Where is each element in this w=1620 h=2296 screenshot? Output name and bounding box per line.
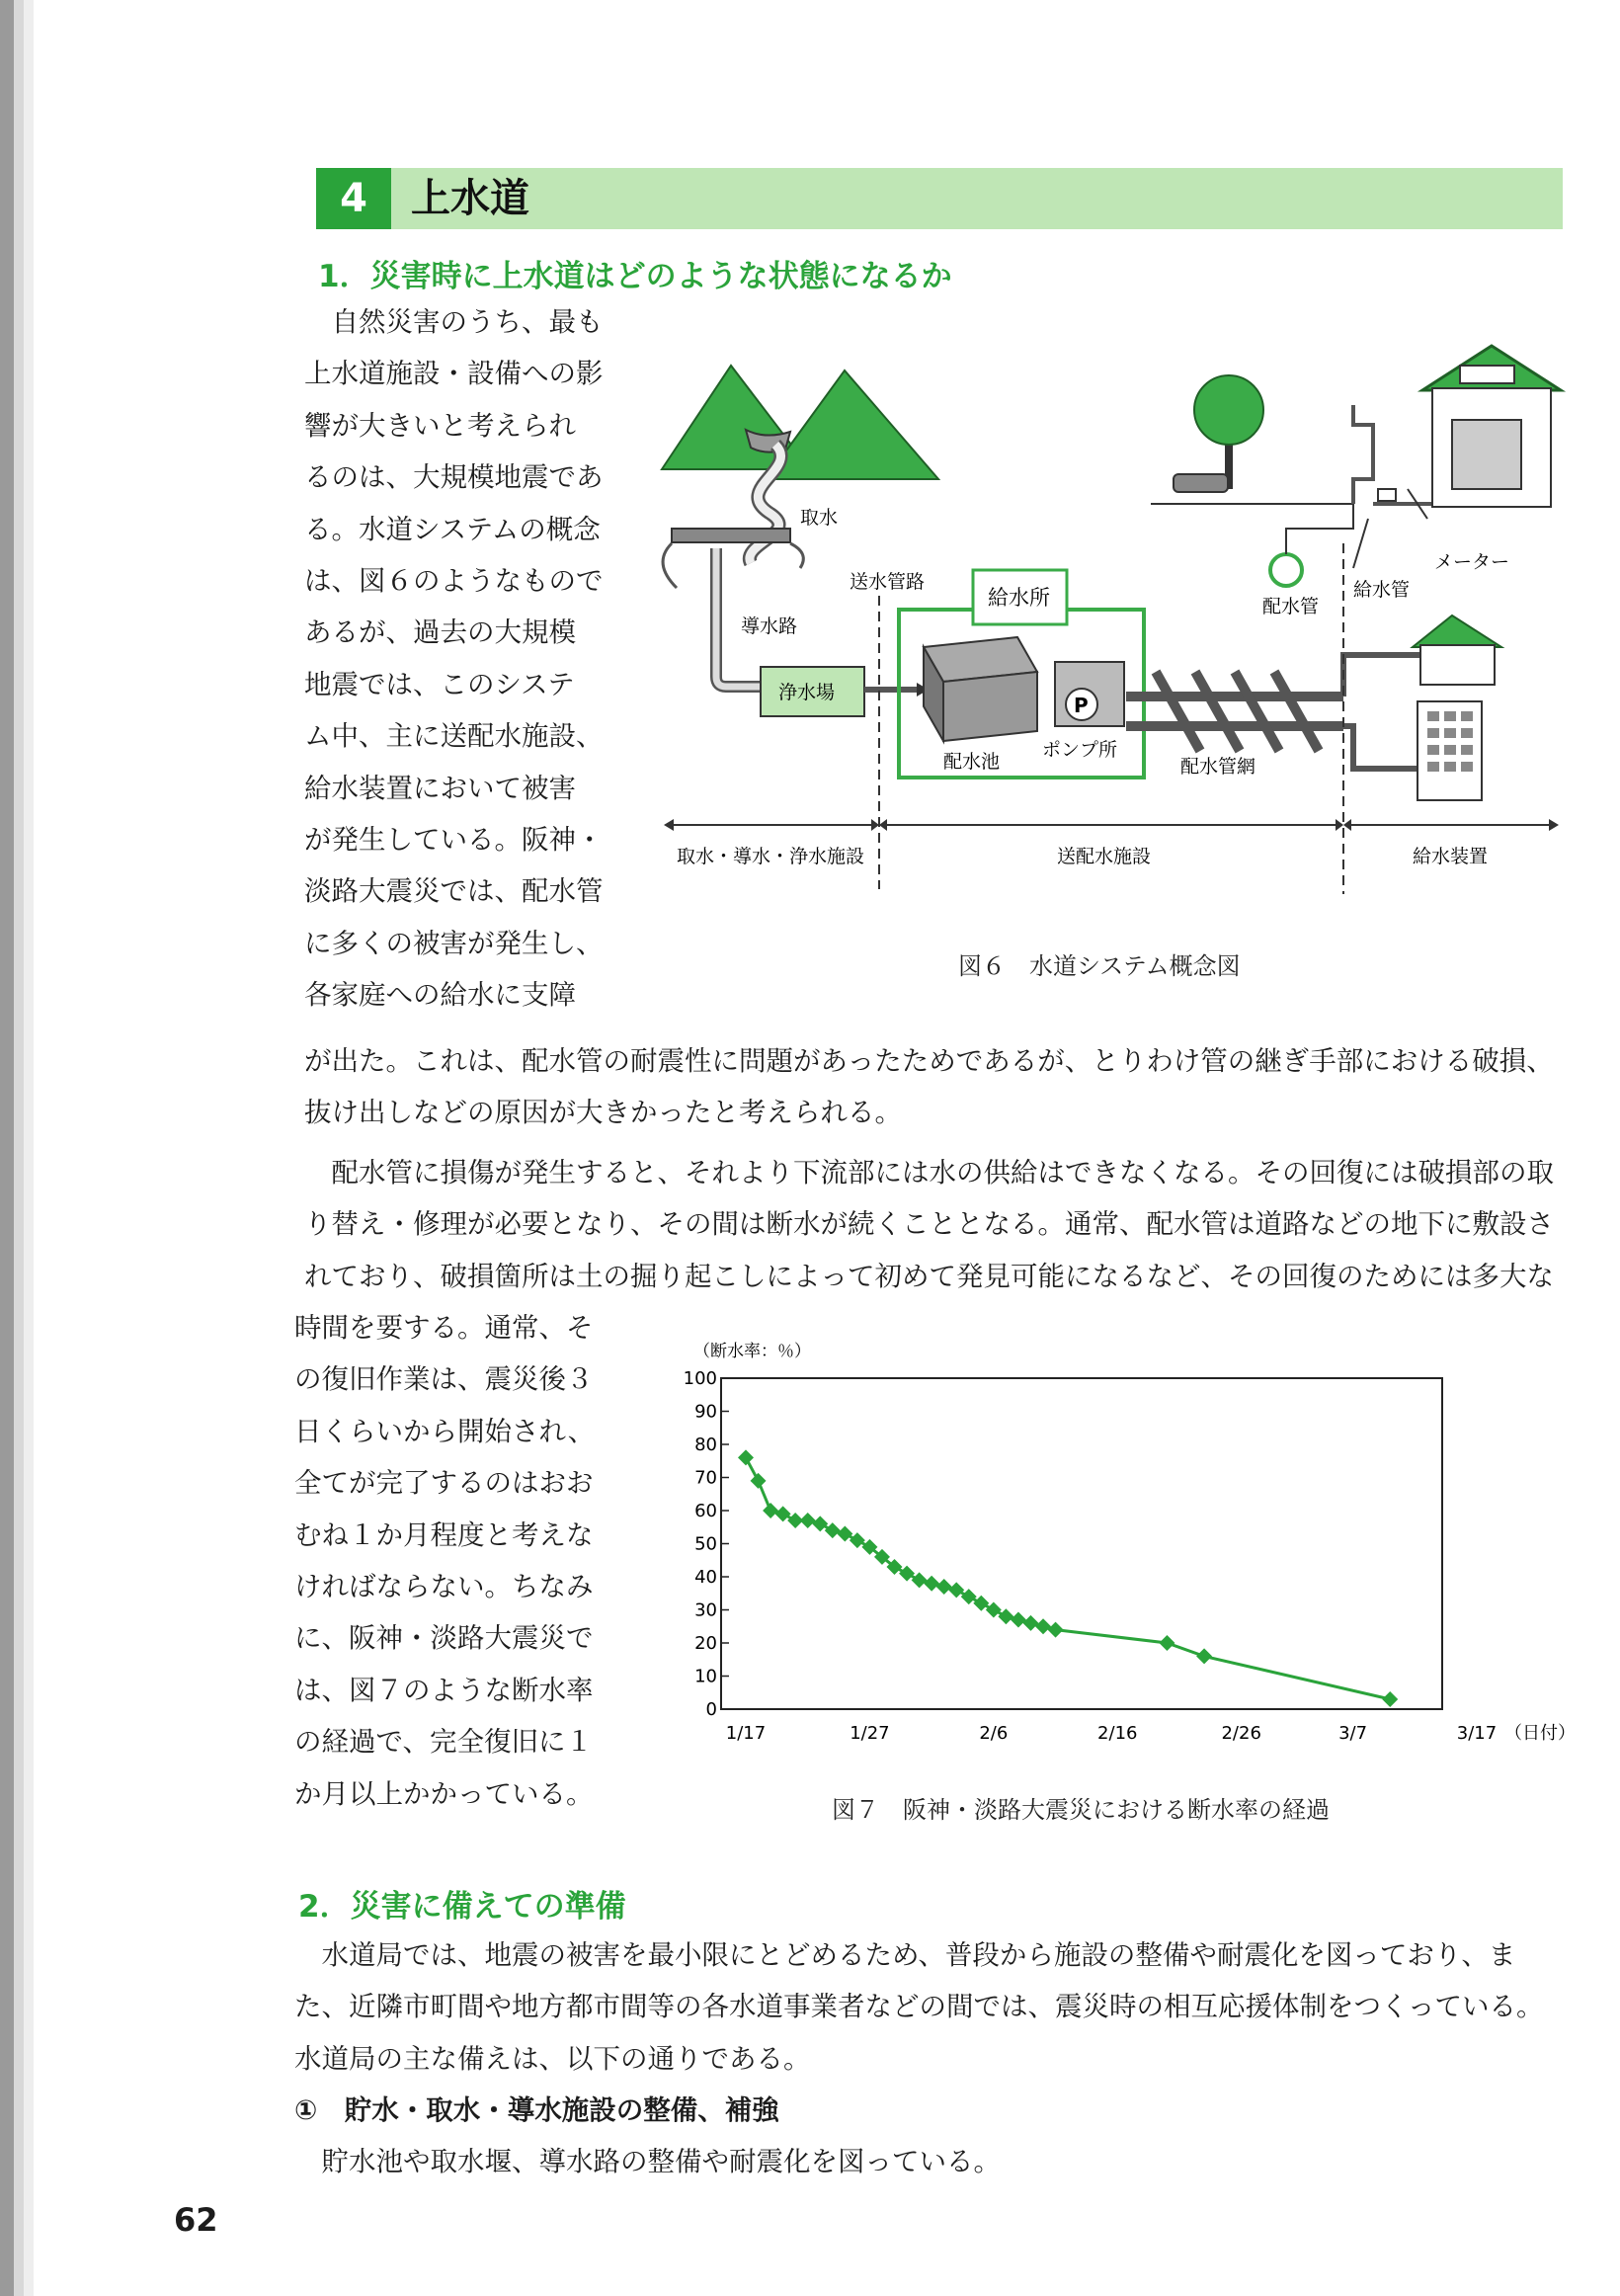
series-line bbox=[746, 1457, 1390, 1699]
data-point-marker bbox=[1382, 1691, 1398, 1707]
text-line: 水道局では、地震の被害を最小限にとどめるため、普段から施設の整備や耐震化を図っており、ま bbox=[294, 1939, 1516, 1971]
section-title: 上水道 bbox=[411, 176, 529, 221]
y-tick-label: 20 bbox=[694, 1633, 717, 1654]
text-line: に多くの被害が発生し、 bbox=[304, 927, 604, 959]
y-tick-label: 60 bbox=[694, 1501, 717, 1521]
distribution-pipe-section bbox=[1270, 554, 1302, 586]
data-point-marker bbox=[948, 1582, 964, 1598]
text-line: 淡路大震災では、配水管 bbox=[304, 875, 604, 908]
label-distribution-network: 配水管網 bbox=[1180, 756, 1256, 778]
data-point-marker bbox=[812, 1516, 828, 1531]
text-line: 抜け出しなどの原因が大きかったと考えられる。 bbox=[304, 1097, 902, 1129]
chart-ylabel: （断水率：％） bbox=[693, 1342, 811, 1361]
paragraph-3 bbox=[294, 1929, 1543, 2085]
item-1-text: 貯水池や取水堰、導水路の整備や耐震化を図っている。 bbox=[294, 2146, 1001, 2177]
data-point-marker bbox=[763, 1503, 778, 1518]
data-point-marker bbox=[1022, 1615, 1038, 1631]
meter-icon bbox=[1378, 489, 1396, 501]
item-1-title: ① 貯水・取水・導水施設の整備、補強 bbox=[294, 2094, 779, 2126]
x-tick-label: 2/16 bbox=[1097, 1723, 1138, 1744]
paragraph-2 bbox=[304, 1147, 1554, 1302]
text-line: 自然災害のうち、最も bbox=[304, 306, 604, 338]
text-line: るのは、大規模地震であ bbox=[304, 461, 604, 494]
paragraph-1-continued bbox=[304, 1035, 1554, 1139]
label-conduit: 導水路 bbox=[741, 615, 798, 637]
outage-rate-chart bbox=[672, 1329, 1576, 1763]
data-point-marker bbox=[1159, 1635, 1174, 1651]
text-line: か月以上かかっている。 bbox=[294, 1777, 594, 1810]
intake-bank bbox=[663, 543, 677, 588]
text-line: た、近隣市町間や地方都市間等の各水道事業者などの間では、震災時の相互応援体制をつくっている。 bbox=[294, 1991, 1544, 2023]
text-line: 配水管に損傷が発生すると、それより下流部には水の供給はできなくなる。その回復には破損部の取 bbox=[304, 1157, 1554, 1189]
intake-weir bbox=[672, 529, 790, 542]
paragraph-2-column bbox=[294, 1302, 595, 1820]
text-line: ければならない。ちなみ bbox=[294, 1570, 594, 1602]
label-range-service: 給水装置 bbox=[1413, 846, 1489, 867]
label-service-pipe: 給水管 bbox=[1353, 579, 1411, 601]
chart-xlabel-suffix: （日付） bbox=[1504, 1723, 1576, 1744]
data-point-marker bbox=[912, 1572, 928, 1588]
y-tick-label: 100 bbox=[683, 1368, 717, 1389]
text-line: は、図７のような断水率 bbox=[294, 1674, 594, 1706]
y-tick-label: 40 bbox=[694, 1567, 717, 1588]
text-line: が発生している。阪神・ bbox=[304, 823, 604, 856]
data-point-marker bbox=[961, 1589, 977, 1604]
subsection-2-title: 2．災害に備えての準備 bbox=[298, 1889, 626, 1925]
text-line: は、図６のようなもので bbox=[304, 564, 604, 597]
label-pump-station: ポンプ所 bbox=[1042, 739, 1118, 761]
house-interior bbox=[1452, 420, 1521, 489]
text-line: 全てが完了するのはおお bbox=[294, 1467, 594, 1500]
text-line: 地震では、このシステ bbox=[304, 668, 575, 700]
reservoir-front bbox=[943, 672, 1037, 741]
text-line: 日くらいから開始され、 bbox=[294, 1415, 596, 1447]
data-point-marker bbox=[936, 1579, 952, 1595]
text-line: 時間を要する。通常、そ bbox=[294, 1312, 594, 1344]
house-window bbox=[1460, 366, 1514, 383]
text-line: 水道局の主な備えは、以下の通りである。 bbox=[294, 2042, 811, 2075]
page-edge-shadow bbox=[24, 0, 34, 2296]
data-point-marker bbox=[837, 1525, 852, 1541]
data-point-marker bbox=[825, 1522, 841, 1538]
label-supply-station: 給水所 bbox=[988, 586, 1050, 610]
y-tick-label: 80 bbox=[694, 1435, 717, 1455]
data-point-marker bbox=[751, 1473, 767, 1489]
data-point-marker bbox=[986, 1602, 1002, 1618]
y-tick-label: 30 bbox=[694, 1599, 717, 1621]
figure-6-caption: 図６ 水道システム概念図 bbox=[958, 952, 1241, 980]
small-house-roof bbox=[1413, 615, 1501, 647]
figure-7-caption: 図７ 阪神・淡路大震災における断水率の経過 bbox=[832, 1796, 1330, 1824]
label-distribution-pipe: 配水管 bbox=[1262, 596, 1320, 617]
plot-frame bbox=[721, 1378, 1442, 1709]
label-meter: メーター bbox=[1434, 551, 1510, 573]
x-tick-label: 3/7 bbox=[1338, 1723, 1368, 1744]
label-leader bbox=[1353, 519, 1368, 568]
text-line: 各家庭への給水に支障 bbox=[304, 979, 576, 1012]
text-line: むね１か月程度と考えな bbox=[294, 1518, 594, 1551]
data-point-marker bbox=[973, 1596, 989, 1611]
data-point-marker bbox=[850, 1532, 865, 1548]
text-line: が出た。これは、配水管の耐震性に問題があったためであるが、とりわけ管の継ぎ手部における破損、 bbox=[304, 1045, 1554, 1077]
data-point-marker bbox=[998, 1608, 1013, 1624]
x-tick-label: 2/6 bbox=[979, 1723, 1009, 1744]
label-reservoir: 配水池 bbox=[943, 751, 1001, 773]
text-line: の復旧作業は、震災後３ bbox=[294, 1363, 594, 1396]
text-line: 上水道施設・設備への影 bbox=[304, 358, 604, 390]
text-line: れており、破損箇所は土の掘り起こしによって初めて発見可能になるなど、その回復のためには多大な bbox=[304, 1260, 1554, 1292]
data-point-marker bbox=[1011, 1612, 1026, 1628]
x-tick-label: 1/27 bbox=[850, 1723, 890, 1744]
y-tick-label: 70 bbox=[694, 1467, 717, 1489]
distribution-network-grid bbox=[1126, 672, 1343, 751]
text-line: の経過で、完全復旧に１ bbox=[294, 1726, 593, 1759]
service-line bbox=[1343, 655, 1432, 697]
service-pipe bbox=[1353, 405, 1373, 504]
data-point-marker bbox=[800, 1513, 816, 1528]
car-icon bbox=[1174, 474, 1228, 492]
water-system-diagram bbox=[662, 341, 1571, 894]
label-range-distribution: 送配水施設 bbox=[1057, 846, 1152, 867]
page-number: 62 bbox=[174, 2201, 218, 2239]
page-edge-shadow bbox=[14, 0, 24, 2296]
label-intake: 取水 bbox=[800, 507, 839, 529]
x-tick-label: 1/17 bbox=[725, 1723, 767, 1744]
data-point-marker bbox=[899, 1566, 915, 1582]
text-line: り替え・修理が必要となり、その間は断水が続くこととなる。通常、配水管は道路などの地下に敷設さ bbox=[304, 1208, 1554, 1241]
y-tick-label: 50 bbox=[694, 1533, 717, 1555]
data-point-marker bbox=[738, 1449, 754, 1465]
subsection-1-title: 1．災害時に上水道はどのような状態になるか bbox=[318, 259, 952, 294]
data-point-marker bbox=[1196, 1648, 1212, 1664]
x-tick-label: 2/26 bbox=[1221, 1723, 1261, 1744]
data-point-marker bbox=[1048, 1622, 1064, 1638]
text-line: に、阪神・淡路大震災で bbox=[294, 1622, 594, 1655]
x-tick-label: 3/17 bbox=[1456, 1723, 1498, 1744]
page-edge-shadow bbox=[0, 0, 14, 2296]
text-line: 響が大きいと考えられ bbox=[304, 409, 576, 442]
y-tick-label: 90 bbox=[694, 1401, 717, 1423]
paragraph-1-column bbox=[304, 296, 604, 1021]
text-line: ム中、主に送配水施設、 bbox=[304, 720, 604, 753]
tree-icon bbox=[1194, 375, 1263, 445]
y-tick-label: 10 bbox=[694, 1666, 717, 1687]
section-number: 4 bbox=[316, 168, 391, 229]
mountain-shape bbox=[766, 370, 938, 479]
data-point-marker bbox=[924, 1576, 939, 1592]
text-line: あるが、過去の大規模 bbox=[304, 616, 576, 649]
data-point-marker bbox=[1035, 1618, 1051, 1634]
text-line: る。水道システムの概念 bbox=[304, 513, 601, 545]
intake-bank bbox=[790, 543, 803, 568]
y-tick-label: 0 bbox=[705, 1699, 717, 1720]
label-transmission: 送水管路 bbox=[850, 571, 926, 593]
label-treatment-plant: 浄水場 bbox=[778, 682, 836, 703]
small-house-icon bbox=[1420, 645, 1495, 685]
text-line: 給水装置において被害 bbox=[304, 772, 576, 804]
pump-mark: P bbox=[1074, 694, 1089, 717]
label-range-intake: 取水・導水・浄水施設 bbox=[677, 846, 865, 867]
data-point-marker bbox=[775, 1506, 791, 1521]
